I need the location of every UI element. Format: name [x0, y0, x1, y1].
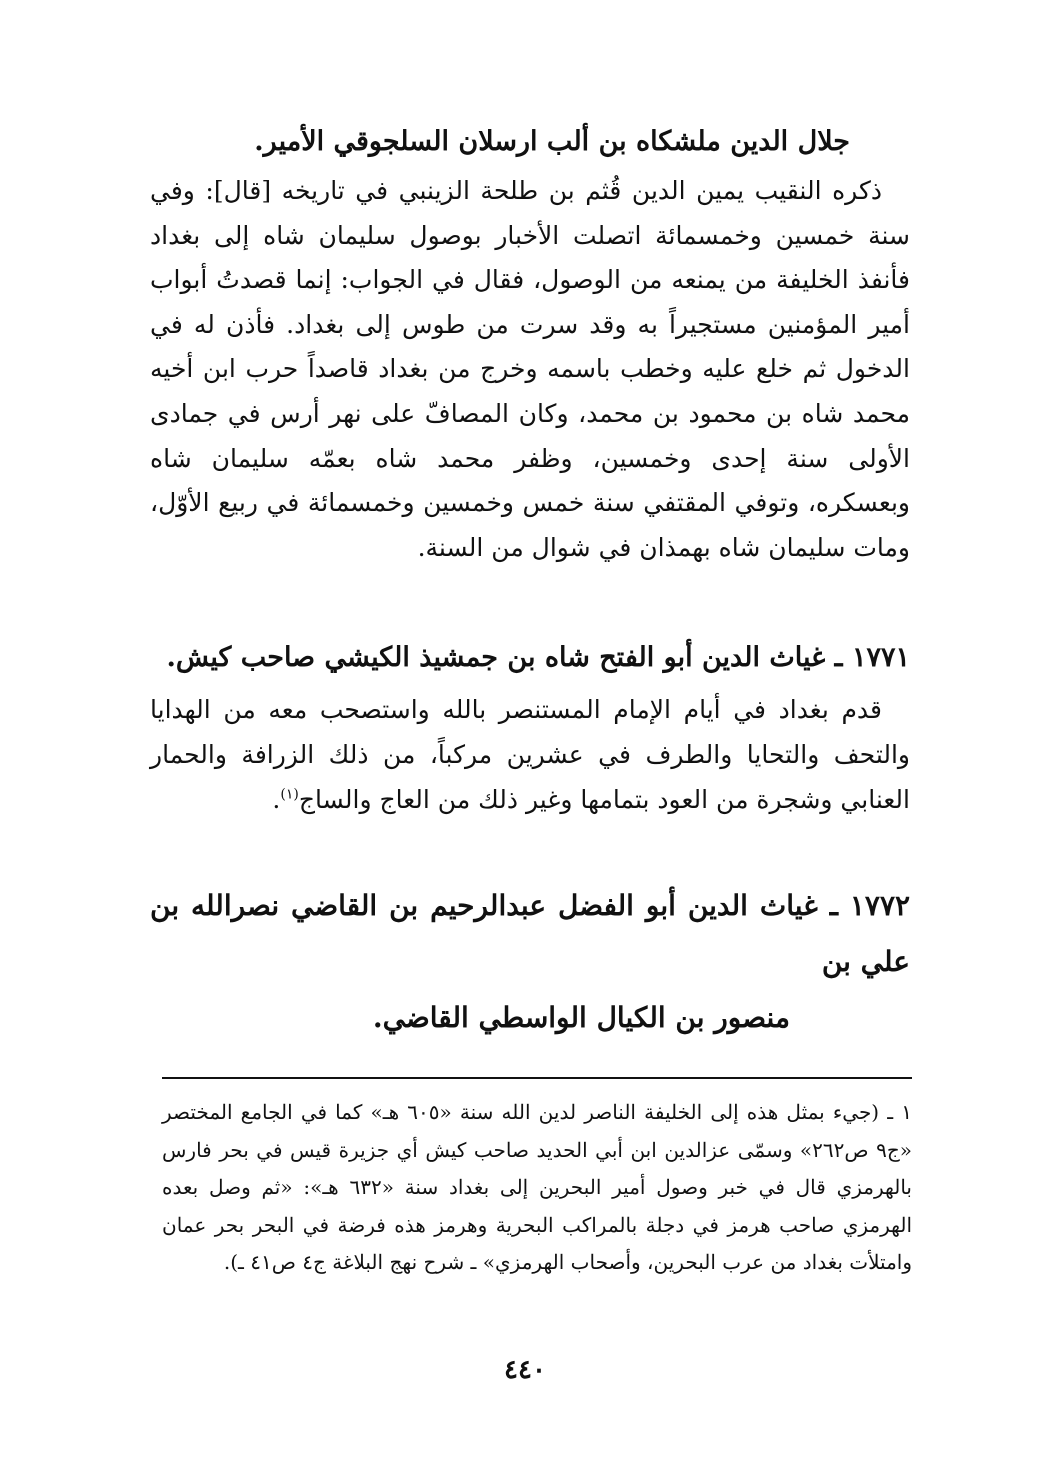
entry-body-text: قدم بغداد في أيام الإمام المستنصر بالله واستصحب معه من الهدايا والتحف والتحايا والطرف في عشرين مركباً، من ذلك الزرافة والحمار العنابي وشجرة من العود بتمامها وغير ذلك من العاج والساج: [150, 695, 910, 814]
entry-heading-line-1: ١٧٧٢ ـ غياث الدين أبو الفضل عبدالرحيم بن القاضي نصرالله بن علي بن: [150, 889, 911, 979]
entry-1772: [150, 878, 910, 1046]
footnote: ١ ـ (جيء بمثل هذه إلى الخليفة الناصر لدين الله سنة «٦٠٥ هـ» كما في الجامع المختصر «ج٩ ص٢٦٢» وسمّى عزالدين ابن أبي الحديد صاحب كيش أي جزيرة قيس في بحر فارس بالهرمزي قال في خبر وصول أمير البحرين إلى بغداد سنة «٦٣٢ هـ»: «ثم وصل بعده الهرمزي صاحب هرمز في دجلة بالمراكب البحرية وهرمز هذه فرضة في البحر بحر عمان وامتلأت بغداد من عرب البحرين، وأصحاب الهرمزي» ـ شرح نهج البلاغة ج٤ ص٤١ ـ).: [162, 1100, 913, 1274]
page-number: ٤٤٠: [504, 1355, 546, 1385]
entry-heading: جلال الدين ملشكاه بن ألب ارسلان السلجوقي الأمير.: [254, 126, 850, 157]
entry-heading-line-2: منصور بن الكيال الواسطي القاضي.: [372, 1001, 790, 1035]
footnote-divider: [162, 1077, 912, 1079]
entry-jalal-al-din: [150, 118, 910, 570]
entry-body: [150, 169, 910, 570]
entry-1771: [150, 634, 910, 822]
sentence-end: .: [272, 784, 281, 814]
entry-body: [150, 688, 910, 822]
entry-heading: ١٧٧١ ـ غياث الدين أبو الفتح شاه بن جمشيذ الكيشي صاحب كيش.: [166, 642, 910, 674]
page-body: [150, 118, 910, 1046]
entry-body-text: ذكره النقيب يمين الدين قُثم بن طلحة الزينبي في تاريخه [قال]: وفي سنة خمسين وخمسمائة اتصلت الأخبار بوصول سليمان شاه إلى بغداد فأنفذ الخليفة من يمنعه من الوصول، فقال في الجواب: إنما قصدتُ أبواب أمير المؤمنين مستجيراً به وقد سرت من طوس إلى بغداد. فأذن له في الدخول ثم خلع عليه وخطب باسمه وخرج من بغداد قاصداً حرب ابن أخيه محمد شاه بن محمود بن محمد، وكان المصافّ على نهر أرس في جمادى الأولى سنة إحدى وخمسين، وظفر محمد شاه بعمّه سليمان شاه وبعسكره، وتوفي المقتفي سنة خمس وخمسين وخمسمائة في ربيع الأوّل، ومات سليمان شاه بهمذان في شوال من السنة.: [150, 176, 910, 562]
entry-heading: [150, 878, 910, 1046]
footnote-reference[interactable]: (١): [280, 786, 299, 803]
